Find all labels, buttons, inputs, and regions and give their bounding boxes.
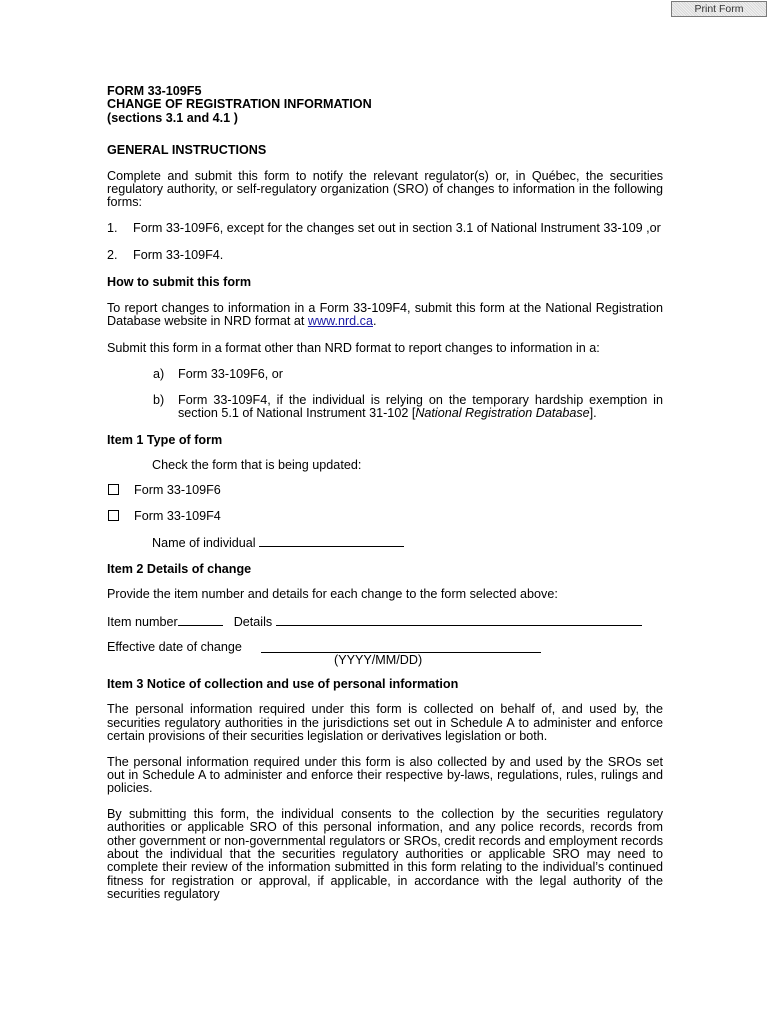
item2-prompt: Provide the item number and details for each change to the form selected above: (107, 587, 558, 602)
check-prompt: Check the form that is being updated: (152, 457, 362, 472)
nrd-link[interactable]: www.nrd.ca (307, 314, 373, 329)
item-number-label: Item number (107, 614, 178, 629)
details-field[interactable] (276, 614, 642, 626)
how-to-submit-heading: How to submit this form (107, 274, 252, 289)
item2-heading: Item 2 Details of change (107, 561, 252, 576)
checkbox-row-f4 (107, 510, 663, 524)
checkbox-row-f6 (107, 484, 663, 498)
form-sections: (sections 3.1 and 4.1 ) (107, 110, 238, 125)
sub-item-b (107, 394, 663, 421)
sub-item-letter: b) (153, 392, 165, 407)
item3-heading: Item 3 Notice of collection and use of personal information (107, 676, 459, 691)
how-to-submit-paragraph (107, 302, 663, 329)
document-body (107, 85, 663, 902)
how-text: To report changes to information in a Form 33-109F4, submit this form at the National Registration Database website in NRD format at (107, 301, 663, 329)
name-of-individual-label: Name of individual (152, 536, 256, 551)
sub-item-text-end: ]. (589, 406, 597, 421)
date-format-hint: (YYYY/MM/DD) (334, 652, 423, 667)
item-details-row (107, 614, 663, 629)
item1-heading: Item 1 Type of form (107, 432, 223, 447)
effective-date-row (107, 641, 663, 668)
list-text: Form 33-109F6, except for the changes set out in section 3.1 of National Instrument 33-109 ,or (133, 220, 661, 235)
sub-item-a (107, 368, 663, 381)
print-form-button[interactable]: Print Form (671, 1, 767, 17)
checkbox-form-33-109f6[interactable] (108, 484, 119, 495)
details-label: Details (233, 614, 273, 629)
name-row (107, 535, 663, 550)
list-item (107, 249, 663, 262)
item3-paragraph-3: By submitting this form, the individual consents to the collection by the securities regulatory authorities or applicable SRO of this personal information, and any police records, records from other government or non-governmental regulators or SROs, credit records and employment records about the individual that the securities regulatory authorities or applicable SRO may need to complete their review of the information submitted in this form relating to the individual’s continued fitness for registration or approval, if applicable, in accordance with the legal authority of the securities regulatory (107, 806, 663, 902)
form-header (107, 85, 663, 125)
list-text: Form 33-109F4. (133, 248, 224, 263)
effective-date-label: Effective date of change (107, 639, 242, 654)
checkbox-label: Form 33-109F4 (134, 509, 221, 524)
how-text-end: . (372, 314, 377, 329)
list-number: 1. (107, 220, 118, 235)
effective-date-field[interactable] (261, 641, 541, 653)
list-number: 2. (107, 248, 118, 263)
general-instructions-heading: GENERAL INSTRUCTIONS (107, 143, 267, 158)
item3-paragraph-2: The personal information required under this form is also collected by and used by the SROs set out in Schedule A to administer and enforce their respective by-laws, regulations, rules, rulings and policies. (107, 754, 663, 796)
form-title: CHANGE OF REGISTRATION INFORMATION (107, 97, 372, 112)
checkbox-form-33-109f4[interactable] (108, 510, 119, 521)
name-of-individual-field[interactable] (259, 535, 404, 547)
checkbox-label: Form 33-109F6 (134, 483, 221, 498)
item-number-field[interactable] (178, 614, 223, 626)
list-item (107, 222, 663, 235)
form-number: FORM 33-109F5 (107, 84, 202, 98)
submit-other-format-paragraph: Submit this form in a format other than NRD format to report changes to information in a: (107, 340, 600, 355)
sub-item-letter: a) (153, 367, 165, 382)
sub-item-text: Form 33-109F6, or (178, 367, 283, 382)
sub-item-text: Form 33-109F4, if the individual is relying on the temporary hardship exemption in section 5.1 of National Instrument 31-102 [ (178, 392, 663, 421)
sub-item-italic: National Registration Database (415, 406, 590, 421)
item3-paragraph-1: The personal information required under this form is collected on behalf of, and used by, the securities regulatory authorities in the jurisdictions set out in Schedule A to administer and enforce certain provisions of their securities legislation or derivatives legislation or both. (107, 702, 663, 744)
general-intro: Complete and submit this form to notify the relevant regulator(s) or, in Québec, the securities regulatory authority, or self-regulatory organization (SRO) of changes to information in the following forms: (107, 168, 663, 210)
